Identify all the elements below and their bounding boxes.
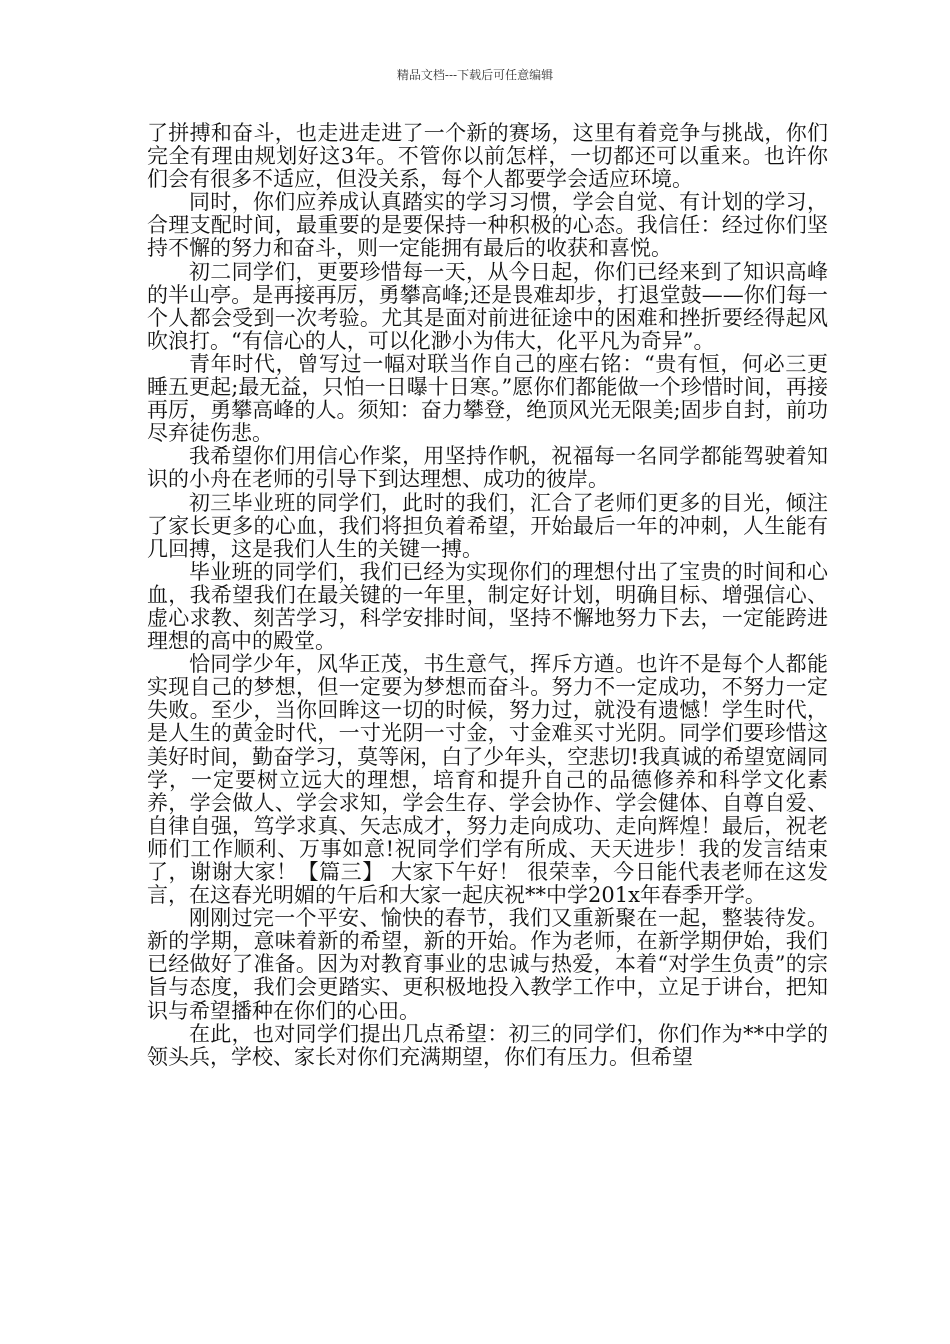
paragraph: 毕业班的同学们，我们已经为实现你们的理想付出了宝贵的时间和心血，我希望我们在最关键的一年里，制定好计划，明确目标、增强信心、虚心求教、刻苦学习，科学安排时间，坚持不懈地努力下去，一定能跨进理想的高中的殿堂。 [147, 559, 828, 654]
paragraph: 我希望你们用信心作桨，用坚持作帆，祝福每一名同学都能驾驶着知识的小舟在老师的引导下到达理想、成功的彼岸。 [147, 444, 828, 492]
paragraph: 青年时代，曾写过一幅对联当作自己的座右铭：“贵有恒，何必三更睡五更起;最无益，只怕一日曝十日寒。”愿你们都能做一个珍惜时间，再接再厉，勇攀高峰的人。须知：奋力攀登，绝顶风光无限美;固步自封，前功尽弃徒伤悲。 [147, 351, 828, 446]
paragraph: 刚刚过完一个平安、愉快的春节，我们又重新聚在一起，整装待发。新的学期，意味着新的希望，新的开始。作为老师，在新学期伊始，我们已经做好了准备。因为对教育事业的忠诚与热爱，本着“对学生负责”的宗旨与态度，我们会更踏实、更积极地投入教学工作中，立足于讲台，把知识与希望播种在你们的心田。 [147, 906, 828, 1023]
paragraph: 初三毕业班的同学们，此时的我们，汇合了老师们更多的目光，倾注了家长更多的心血，我们将担负着希望，开始最后一年的冲刺，人生能有几回搏，这是我们人生的关键一搏。 [147, 490, 828, 561]
paragraph: 了拼搏和奋斗，也走进走进了一个新的赛场，这里有着竞争与挑战，你们完全有理由规划好这3年。不管你以前怎样，一切都还可以重来。也许你们会有很多不适应，但没关系，每个人都要学会适应环境。 [147, 121, 828, 192]
paragraph: 初二同学们，更要珍惜每一天，从今日起，你们已经来到了知识高峰的半山亭。是再接再厉，勇攀高峰;还是畏难却步，打退堂鼓——你们每一个人都会受到一次考验。尤其是面对前进征途中的困难和挫折要经得起风吹浪打。“有信心的人，可以化渺小为伟大，化平凡为奇异”。 [147, 259, 828, 353]
paragraph: 恰同学少年，风华正茂，书生意气，挥斥方遒。也许不是每个人都能实现自己的梦想，但一定要为梦想而奋斗。努力不一定成功，不努力一定失败。至少，当你回眸这一切的时候，努力过，就没有遗憾！学生时代，是人生的黄金时代，一寸光阴一寸金，寸金难买寸光阴。同学们要珍惜这美好时间，勤奋学习，莫等闲，白了少年头，空悲切!我真诚的希望宽阔同学，一定要树立远大的理想，培育和提升自己的品德修养和科学文化素养，学会做人、学会求知，学会生存、学会协作、学会健体、自尊自爱、自律自强，笃学求真、矢志成才，努力走向成功、走向辉煌！最后，祝老师们工作顺利、万事如意!祝同学们学有所成、天天进步！我的发言结束了，谢谢大家！【篇三】 大家下午好！ 很荣幸，今日能代表老师在这发言，在这春光明媚的午后和大家一起庆祝**中学201x年春季开学。 [147, 652, 828, 908]
paragraph: 同时，你们应养成认真踏实的学习习惯，学会自觉、有计划的学习，合理支配时间，最重要的是要保持一种积极的心态。我信任：经过你们坚持不懈的努力和奋斗，则一定能拥有最后的收获和喜悦。 [147, 190, 828, 261]
document-body [147, 122, 828, 1069]
paragraph: 在此，也对同学们提出几点希望：初三的同学们，你们作为**中学的领头兵，学校、家长对你们充满期望，你们有压力。但希望 [147, 1021, 828, 1069]
page-header: 精品文档---下载后可任意编辑 [396, 68, 554, 82]
